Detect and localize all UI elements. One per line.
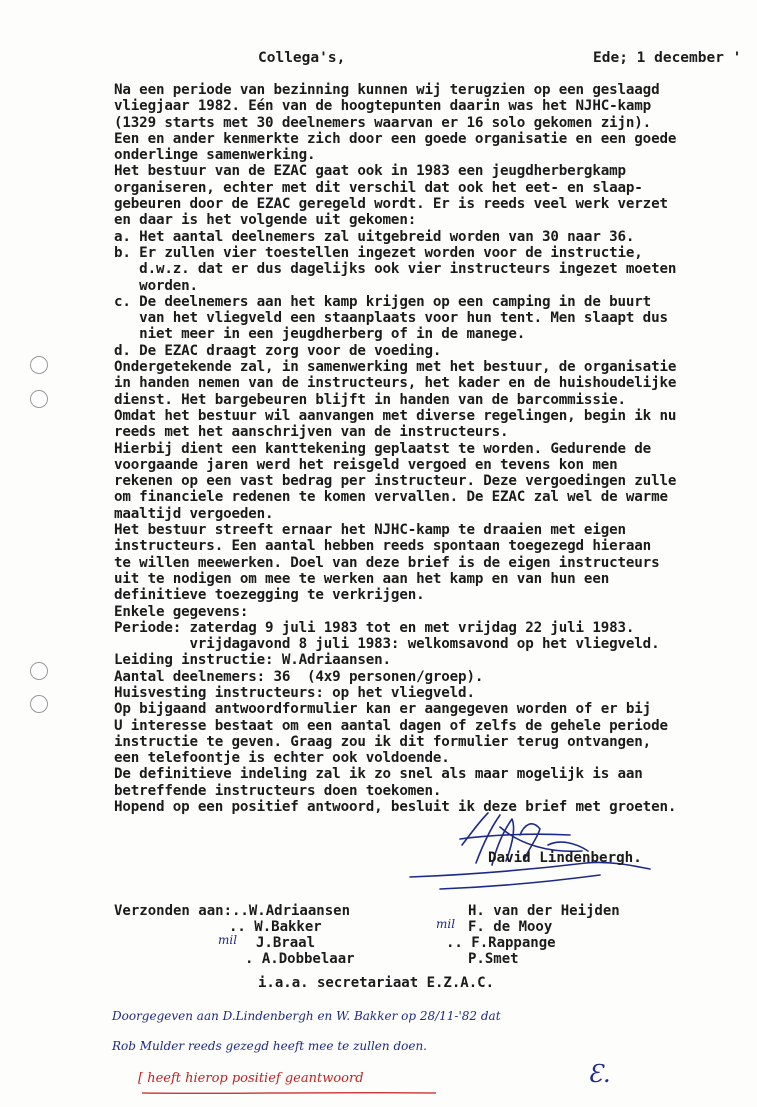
recipient-right: F. de Mooy [468,919,553,935]
body-line: onderlinge samenwerking. [114,147,316,164]
body-line: De definitieve indeling zal ik zo snel als maar mogelijk is aan [114,766,643,783]
body-line: Na een periode van bezinning kunnen wij terugzien op een geslaagd [114,82,660,98]
body-line: c. De deelnemers aan het kamp krijgen op een camping in de buurt [114,293,652,310]
recipient-right: P.Smet [468,951,519,967]
recipient-right: .. F.Rappange [446,935,556,951]
body-line: niet meer in een jeugdherberg of in de manege. [114,326,526,343]
handwritten-note-red: [ heeft hierop positief geantwoord [138,1071,364,1086]
body-line: Periode: zaterdag 9 juli 1983 tot en met vrijdag 22 juli 1983. [114,619,635,636]
body-line: organiseren, echter met dit verschil dat ook het eet- en slaap- [114,179,643,196]
handwritten-note: Rob Mulder reeds gezegd heeft mee te zullen doen. [112,1039,427,1053]
body-line: Het bestuur streeft ernaar het NJHC-kamp te draaien met eigen [114,522,626,539]
body-line: U interesse bestaat om een aantal dagen of zelfs de gehele periode [114,717,668,734]
salutation: Collega's, [258,50,346,66]
body-line: a. Het aantal deelnemers zal uitgebreid worden van 30 naar 36. [114,228,635,245]
margin-mark: mil [218,933,238,947]
punch-hole [30,390,48,408]
body-line: maaltijd vergoeden. [114,505,274,522]
body-line: uit te nodigen om mee te werken aan het kamp en van hun een [114,570,610,587]
body-line: Huisvesting instructeurs: op het vliegveld. [114,684,475,701]
body-line: een telefoontje is echter ook voldoende. [114,750,450,767]
body-line: Het bestuur van de EZAC gaat ook in 1983 een jeugdherbergkamp [114,163,626,180]
recipient-right: H. van der Heijden [468,903,620,919]
body-line: van het vliegveld een staanplaats voor hun tent. Men slaapt dus [114,310,668,327]
body-line: Op bijgaand antwoordformulier kan er aangegeven worden of er bij [114,701,652,718]
body-line: instructie te geven. Graag zou ik dit formulier terug ontvangen, [114,733,652,750]
body-line: betreffende instructeurs doen toekomen. [114,782,442,799]
place-date: Ede; 1 december ' [593,50,742,66]
body-line: Aantal deelnemers: 36 (4x9 personen/groep). [114,668,484,685]
body-line: vrijdagavond 8 juli 1983: welkomsavond op het vliegveld. [114,636,660,653]
recipient-left: . A.Dobbelaar [245,951,355,967]
body-line: instructeurs. Een aantal hebben reeds spontaan toegezegd hieraan [114,538,652,555]
body-line: Een en ander kenmerkte zich door een goede organisatie en een goede [114,130,677,147]
body-line: gebeuren door de EZAC geregeld wordt. Er is reeds veel werk verzet [114,196,668,213]
body-line: om financiele redenen te komen vervallen. De EZAC zal wel de warme [114,489,668,506]
body-line: voorgaande jaren werd het reisgeld vergoed en tevens kon men [114,456,618,473]
body-line: Enkele gegevens: [114,603,249,620]
cc-line: i.a.a. secretariaat E.Z.A.C. [258,975,495,991]
body-line: rekenen op een vast bedrag per instructeur. Deze vergoedingen zulle [114,473,677,490]
recipient-left: J.Braal [256,935,316,951]
body-line: Leiding instructie: W.Adriaansen. [114,652,391,669]
punch-hole [30,695,48,713]
body-line: b. Er zullen vier toestellen ingezet worden voor de instructie, [114,244,643,261]
body-line: in handen nemen van de instructeurs, het kader en de huishoudelijke [114,375,677,392]
body-line: Ondergetekende zal, in samenwerking met het bestuur, de organisatie [114,359,677,376]
recipient-left: .. W.Bakker [229,919,322,935]
body-line: d.w.z. dat er dus dagelijks ook vier instructeurs ingezet moeten [114,261,677,278]
body-line: te willen meewerken. Doel van deze brief is de eigen instructeurs [114,554,660,571]
body-line: d. De EZAC draagt zorg voor de voeding. [114,342,442,359]
body-line: Omdat het bestuur wil aanvangen met diverse regelingen, begin ik nu [114,407,677,424]
letter-body [114,82,757,815]
signature-name: David Lindenbergh. [488,850,642,866]
body-line: (1329 starts met 30 deelnemers waarvan er 16 solo gekomen zijn). [114,114,652,131]
body-line: Hopend op een positief antwoord, besluit ik deze brief met groeten. [114,799,677,816]
body-line: definitieve toezegging te verkrijgen. [114,587,425,604]
handwritten-initial: Ɛ. [588,1060,611,1088]
distribution-label: Verzonden aan:..W.Adriaansen [114,903,351,919]
body-line: reeds met het aanschrijven van de instructeurs. [114,424,509,441]
body-line: dienst. Het bargebeuren blijft in handen van de barcommissie. [114,391,626,408]
body-line: en daar is het volgende uit gekomen: [114,212,417,229]
punch-hole [30,662,48,680]
margin-mark: mil [436,917,456,931]
body-line: worden. [114,277,198,294]
handwritten-note: Doorgegeven aan D.Lindenbergh en W. Bakker op 28/11-'82 dat [112,1009,501,1023]
red-underline [140,1090,440,1096]
body-line: Hierbij dient een kanttekening geplaatst te worden. Gedurende de [114,440,652,457]
punch-hole [30,356,48,374]
body-line: vliegjaar 1982. Eén van de hoogtepunten daarin was het NJHC-kamp [114,98,652,115]
